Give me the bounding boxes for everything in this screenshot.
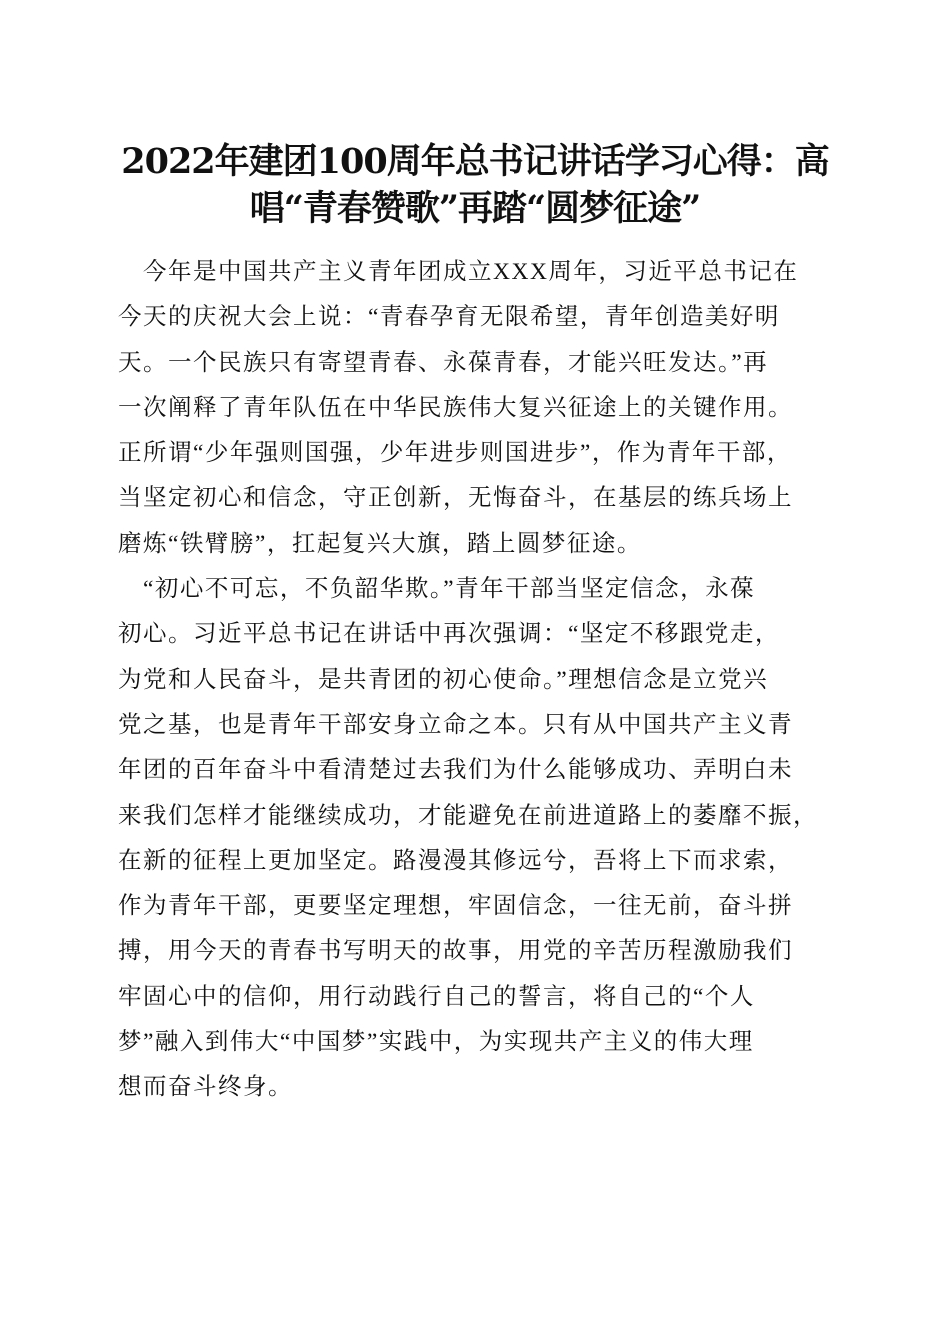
text-line: 作为青年干部，更要坚定理想，牢固信念，一往无前，奋斗拼	[118, 893, 793, 920]
text-line: “初心不可忘，不负韶华欺。”青年干部当坚定信念，永葆	[118, 576, 756, 603]
text-line: 磨炼“铁臂膀”，扛起复兴大旗，踏上圆梦征途。	[118, 530, 642, 557]
title-line: 唱“青春赞歌”再踏“圆梦征途”	[249, 188, 701, 229]
text-line: 一次阐释了青年队伍在中华民族伟大复兴征途上的关键作用。	[118, 394, 793, 421]
paragraph	[118, 250, 838, 567]
text-line: 在新的征程上更加坚定。路漫漫其修远兮，吾将上下而求索，	[118, 847, 793, 874]
text-line: 牢固心中的信仰，用行动践行自己的誓言，将自己的“个人	[118, 983, 755, 1010]
text-line: 初心。习近平总书记在讲话中再次强调：“坚定不移跟党走，	[118, 621, 780, 648]
text-line: 想而奋斗终身。	[118, 1074, 293, 1101]
text-line: 今天的庆祝大会上说：“青春孕育无限希望，青年创造美好明	[118, 304, 780, 331]
text-line: 年团的百年奋斗中看清楚过去我们为什么能够成功、弄明白未	[118, 757, 793, 784]
text-line: 当坚定初心和信念，守正创新，无悔奋斗，在基层的练兵场上	[118, 485, 793, 512]
text-line: 为党和人民奋斗，是共青团的初心使命。”理想信念是立党兴	[118, 666, 769, 693]
paragraph	[118, 567, 838, 1111]
text-line: 今年是中国共产主义青年团成立XXX周年，习近平总书记在	[118, 259, 799, 285]
text-line: 搏，用今天的青春书写明天的故事，用党的辛苦历程激励我们	[118, 938, 793, 965]
document-body	[118, 250, 838, 1111]
text-line: 天。一个民族只有寄望青春、永葆青春，才能兴旺发达。”再	[118, 349, 769, 376]
text-line: 党之基，也是青年干部安身立命之本。只有从中国共产主义青	[118, 711, 793, 738]
title-line: 2022年建团100周年总书记讲话学习心得：高	[121, 141, 829, 182]
document-title	[0, 138, 950, 232]
text-line: 正所谓“少年强则国强，少年进步则国进步”，作为青年干部，	[118, 440, 792, 467]
text-line: 来我们怎样才能继续成功，才能避免在前进道路上的萎靡不振，	[118, 802, 818, 829]
text-line: 梦”融入到伟大“中国梦”实践中，为实现共产主义的伟大理	[118, 1029, 754, 1056]
